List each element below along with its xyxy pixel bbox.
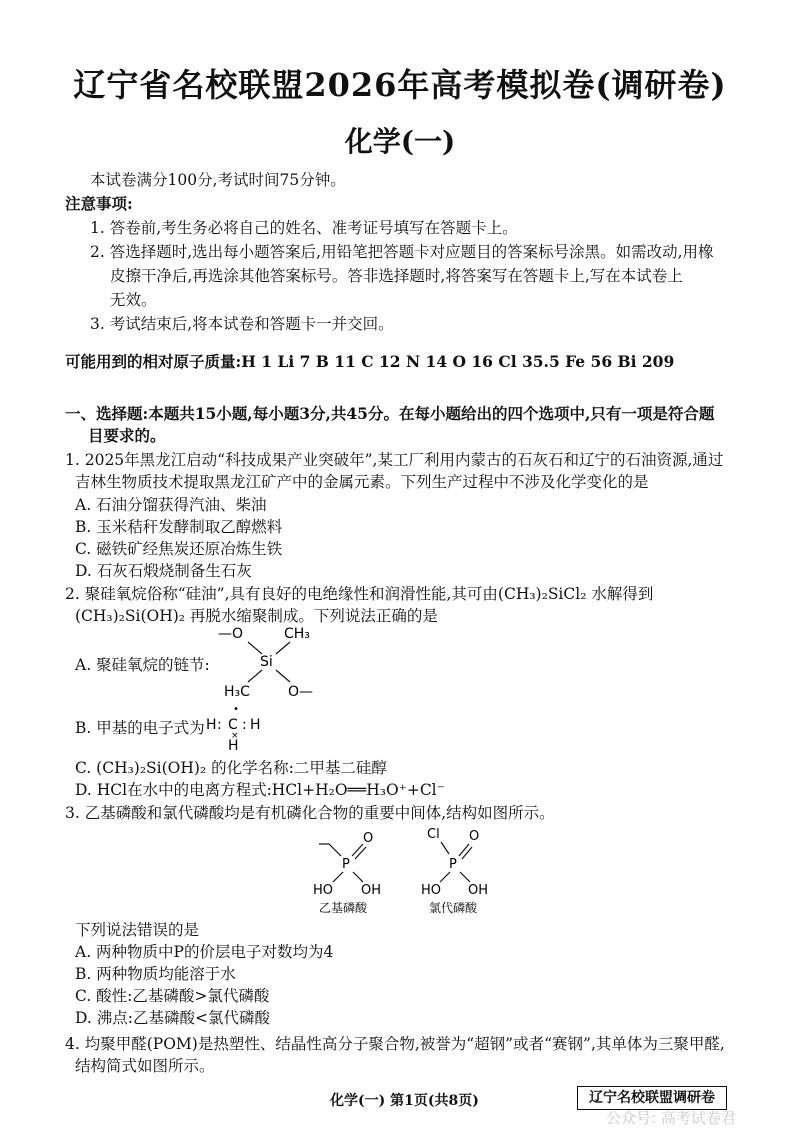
phosphonic-acid-structures [305, 822, 515, 914]
formula-colon-right: : [242, 717, 247, 733]
q1-option-d: D. 石灰石煅烧制备生石灰 [75, 562, 252, 580]
page-subtitle: 化学(一) [344, 125, 456, 158]
brand-box: 辽宁名校联盟调研卷 [577, 1086, 727, 1110]
mol1-name: 乙基磷酸 [319, 901, 368, 914]
q3-option-d: D. 沸点:乙基磷酸<氯代磷酸 [75, 1009, 270, 1027]
electron-dot-top: • [233, 704, 239, 715]
mol2-o: O [469, 829, 480, 844]
q2-option-b: B. 甲基的电子式为 [75, 719, 205, 737]
notice-item: 皮擦干净后,再选涂其他答案标号。答非选择题时,将答案写在答题卡上,写在本试卷上 [110, 267, 683, 285]
methyl-electron-formula [202, 704, 272, 752]
q3-stem: 3. 乙基磷酸和氯代磷酸均是有机磷化合物的重要中间体,结构如图所示。 [65, 804, 555, 822]
mol2-oh: OH [468, 883, 489, 898]
notice-heading: 注意事项: [65, 194, 133, 213]
notice-item: 2. 答选择题时,选出每小题答案后,用铅笔把答题卡对应题目的答案标号涂黑。如需改动,用橡 [90, 243, 714, 261]
formula-h-bottom: H [228, 738, 239, 752]
q1-option-a: A. 石油分馏获得汽油、柴油 [75, 496, 267, 514]
notice-item: 1. 答卷前,考生务必将自己的姓名、准考证号填写在答题卡上。 [90, 219, 518, 237]
struct-h3c: H₃C [224, 684, 250, 700]
q2-stem-cont: (CH₃)₂Si(OH)₂ 再脱水缩聚制成。下列说法正确的是 [75, 607, 438, 625]
struct-o-top: —O [218, 626, 244, 642]
q3-option-a: A. 两种物质中P的价层电子对数均为4 [75, 943, 334, 961]
formula-h-right: H [250, 717, 261, 733]
mol2-name: 氯代磷酸 [429, 901, 478, 914]
mol2-ho: HO [421, 883, 442, 898]
notice-item: 3. 考试结束后,将本试卷和答题卡一并交回。 [90, 315, 394, 333]
page-number-info: 化学(一) 第1页(共8页) [330, 1093, 479, 1109]
q2-option-d: D. HCl在水中的电离方程式:HCl+H₂O══H₃O⁺+Cl⁻ [75, 781, 445, 799]
struct-ch3: CH₃ [284, 626, 310, 642]
q1-option-b: B. 玉米秸秆发酵制取乙醇燃料 [75, 518, 283, 536]
page-title: 辽宁省名校联盟2026年高考模拟卷(调研卷) [73, 66, 727, 104]
mol1-ho: HO [313, 883, 334, 898]
formula-c: C [228, 717, 238, 733]
q4-stem: 4. 均聚甲醛(POM)是热塑性、结晶性高分子聚合物,被誉为“超钢”或者“赛钢”,其单体为三聚甲醛, [65, 1035, 725, 1053]
q3-sub-question: 下列说法错误的是 [75, 921, 200, 939]
struct-si: Si [260, 654, 273, 670]
intro-text: 本试卷满分100分,考试时间75分钟。 [90, 171, 346, 189]
q3-option-c: C. 酸性:乙基磷酸>氯代磷酸 [75, 987, 270, 1005]
struct-o-bottom: O— [288, 684, 314, 700]
atomic-mass-line: 可能用到的相对原子质量:H 1 Li 7 B 11 C 12 N 14 O 16 Cl 35.5 Fe 56 Bi 209 [65, 352, 675, 371]
chlorophosphoric-acid-structure [421, 827, 488, 914]
q2-stem: 2. 聚硅氧烷俗称“硅油”,具有良好的电绝缘性和润滑性能,其可由(CH₃)₂SiCl₂ 水解得到 [65, 585, 654, 603]
q2-option-c: C. (CH₃)₂Si(OH)₂ 的化学名称:二甲基二硅醇 [75, 759, 387, 777]
q1-stem-cont: 吉林生物质技术提取黑龙江矿产中的金属元素。下列生产过程中不涉及化学变化的是 [75, 473, 649, 491]
formula-colon-left: : [217, 717, 222, 733]
formula-h-left: H [206, 717, 217, 733]
q3-option-b: B. 两种物质均能溶于水 [75, 965, 236, 983]
mol1-o: O [363, 831, 374, 846]
section-heading-cont: 目要求的。 [88, 426, 166, 445]
q1-stem: 1. 2025年黑龙江启动“科技成果产业突破年”,某工厂利用内蒙古的石灰石和辽宁的石油资源,通过 [65, 451, 724, 469]
q2-option-a: A. 聚硅氧烷的链节: [75, 656, 210, 674]
mol2-p: P [449, 857, 457, 872]
q1-option-c: C. 磁铁矿经焦炭还原冶炼生铁 [75, 540, 283, 558]
mol1-p: P [342, 857, 350, 872]
ethylphosphonic-acid-structure [313, 831, 381, 914]
siloxane-chain-structure [210, 622, 330, 702]
watermark-text: 公众号: 高考试卷君 [606, 1109, 736, 1127]
mol2-cl: Cl [427, 827, 440, 842]
notice-item: 无效。 [110, 291, 157, 309]
q4-stem-cont: 结构简式如图所示。 [75, 1057, 215, 1075]
mol1-oh: OH [361, 883, 382, 898]
section-heading: 一、选择题:本题共15小题,每小题3分,共45分。在每小题给出的四个选项中,只有一项是符合题 [65, 404, 715, 423]
electron-cross: × [231, 731, 239, 741]
